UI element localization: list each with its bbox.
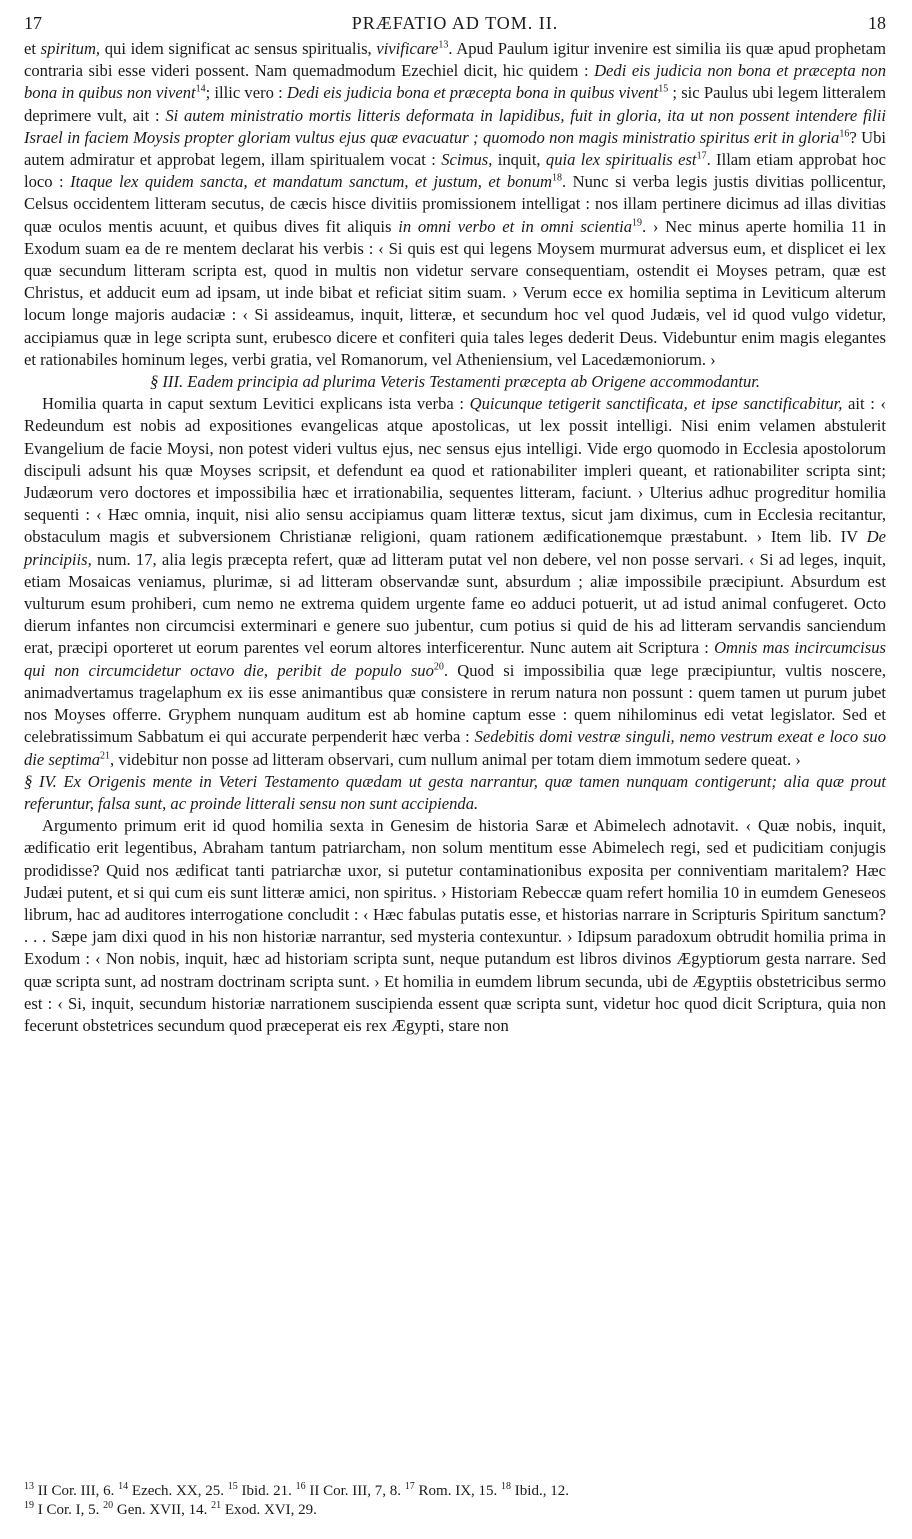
text-run: ait : ‹ Redeundum est nobis ad expositiones evangelicas atque apostolicas, ut lex possit intelligi. Nisi enim velamen abstulerit Evangelium de facie Moysi, non potest videri vultus ejus, nec sensus ejus intelligi. Vide ergo quomodo in Ecclesia apostolorum discipuli adsunt his quæ Moyses scripsit, et defendunt ea quod et rationabiliter impleri queant, et rationabiliter scripta sint; Judæorum vero doctores et impossibilia hæc et irrationabilia, sequentes litteram, faciunt. › Ulterius adhuc progreditur homilia sequenti : ‹ Hæc omnia, inquit, nisi alio sensu accipiamus quam litteræ textus, sicut jam diximus, cum in Ecclesia recitantur, obstaculum magis et subversionem Christianæ religioni, quam rationem ædificationemque præstabunt. › Item lib. IV <box>24 394 887 547</box>
italic-run: Itaque lex quidem sancta, et mandatum sanctum, et justum, et bonum <box>70 172 553 192</box>
text-run: § III. <box>149 372 188 392</box>
text-run: et <box>24 39 41 58</box>
footnote-marker: 21 <box>211 1500 222 1511</box>
text-run: Ibid. 21. <box>237 1483 296 1499</box>
italic-run: vivificare <box>376 39 439 58</box>
italic-run: Dedi eis judicia bona et præcepta bona in quibus vivent <box>286 83 659 103</box>
section-heading-3 <box>24 371 886 393</box>
footnote-marker: 16 <box>295 1481 306 1492</box>
footnote-marker: 19 <box>24 1500 34 1511</box>
italic-run: Ex Origenis mente in Veteri Testamento quædam ut gesta narrantur, quæ tamen nunquam contigerunt; alia quæ prout referuntur, falsa sunt, ac proinde litterali sensu non sunt accipienda. <box>24 771 887 813</box>
page-number-right: 18 <box>868 13 886 33</box>
italic-run: De principiis, <box>24 527 886 569</box>
text-run: Rom. IX, 15. <box>414 1483 502 1499</box>
italic-run: spiritum, <box>40 39 101 58</box>
footnote-line <box>24 1501 886 1520</box>
section-heading-4 <box>24 771 886 815</box>
footnote-marker: 17 <box>696 150 707 162</box>
footnote-marker: 18 <box>501 1481 512 1492</box>
paragraph-argumento <box>24 815 886 1037</box>
italic-run: quia lex spiritualis est <box>545 150 697 170</box>
text-run: . Apud Paulum igitur invenire est similia iis quæ apud prophetam contraria sibi esse videri possent. Nam quemadmodum Ezechiel dicit, hic quidem : <box>24 39 886 81</box>
text-run: II Cor. III, 6. <box>34 1483 119 1499</box>
footnote-marker: 18 <box>552 172 563 184</box>
text-run: Gen. XVII, 14. <box>113 1502 212 1518</box>
footnote-marker: 13 <box>438 39 449 51</box>
footnote-marker: 19 <box>632 217 643 229</box>
text-run: ; sic Paulus ubi legem litteralem deprimere vult, ait : <box>24 83 886 125</box>
paragraph-continuation <box>24 38 886 371</box>
italic-run: Si autem ministratio mortis litteris deformata in lapidibus, fuit in gloria, ita ut non possent intendere filii Israel in faciem Moysis propter gloriam vultus ejus quæ evacuatur ; quomodo non magis ministratio spiritus erit in gloria <box>24 105 886 147</box>
paragraph-homilia-quarta <box>24 393 886 770</box>
text-run: Exod. XVI, 29. <box>221 1502 317 1518</box>
footnote-marker: 17 <box>404 1481 415 1492</box>
footnote-line <box>24 1482 886 1501</box>
text-run: Argumento primum erit id quod homilia sexta in Genesim de historia Saræ et Abimelech adnotavit. ‹ Quæ nobis, inquit, ædificatio erit legentibus, Abraham tantum patriarcham, non solum mentitum esse Abimelech regi, sed et pudicitiam conjugis prodidisse? Quid nos ædificat tanti patriarchæ uxor, si putetur contaminationibus exposita per conniventiam maritalem? Hæc Judæi putent, et si qui cum eis sunt litteræ amici, non spiritus. › Historiam Rebeccæ quam refert homilia 10 in eumdem Geneseos librum, hac ad auditores interrogatione concludit : ‹ Hæc fabulas putatis esse, et historias narrare in Scripturis Spiritum sanctum? . . . Sæpe jam dixi quod in his non historiæ narrantur, sed mysteria contexuntur. › Idipsum paradoxum obtrudit homilia prima in Exodum : ‹ Non nobis, inquit, hæc ad historiam scripta sunt, neque putandum est libros divinos Ægyptiorum gesta narrare. Sed quæ scripta sunt, ad nostram doctrinam scripta sunt. › Et homilia in eumdem librum secunda, ubi de Ægyptiis obstetricibus sermo est : ‹ Si, inquit, secundum historiæ narrationem suscipienda essent quæ scripta sunt, videtur hoc quod dicit Scriptura, quia non fecerunt obstetrices secundum quod præceperat eis rex Ægypti, stare non <box>24 816 886 1035</box>
italic-run: Scimus, <box>441 150 493 170</box>
footnote-marker: 20 <box>433 661 444 673</box>
text-run: Homilia quarta in caput sextum Levitici explicans ista verba : <box>42 394 470 414</box>
footnote-marker: 15 <box>227 1481 238 1492</box>
text-run: Ibid., 12. <box>511 1483 569 1499</box>
text-run: I Cor. I, 5. <box>34 1502 104 1518</box>
page-number-left: 17 <box>24 13 42 33</box>
text-run: . Illam etiam approbat hoc loco : <box>24 150 886 192</box>
italic-run: Eadem principia ad plurima Veteris Testamenti præcepta ab Origene accommodantur. <box>187 372 761 392</box>
italic-run: Sedebitis domi vestræ singuli, nemo vestrum exeat e loco suo die septima <box>24 727 886 769</box>
text-run: . › Nec minus aperte homilia 11 in Exodum suam ea de re mentem declarat his verbis : ‹ Si quis est qui legens Moysem murmurat adversus eum, et displicet ei lex quæ secundum litteram scripta est, quod in multis non videtur servare consequentiam, ostendit ei Moyses petram, quæ est Christus, et adducit eum ad ipsam, ut inde bibat et reficiat sitim suam. › Verum ecce ex homilia septima in Leviticum alterum locum longe majoris audaciæ : ‹ Si assideamus, inquit, litteræ, et secundum hoc vel quod Judæis, vel id quod vulgo videtur, accipiamus quæ in lege scripta sunt, erubesco dicere et confiteri quia tales leges dederit Deus. Videbuntur enim magis elegantes et rationabiles hominum leges, verbi gratia, vel Romanorum, vel Atheniensium, vel Lacedæmoniorum. › <box>24 216 887 369</box>
text-run: . Quod si impossibilia quæ lege præcipiuntur, vultis noscere, animadvertamus tragelaphum ex iis esse animantibus quæ consistere in rerum natura non possunt : quem tamen ut purum jubet nos Moyses offerre. Gryphem nunquam auditum est ab homine captum esse : quem nihilominus edi vetat legislator. Sed et celebratissimum Sabbatum ei qui accurate perpenderit hæc verba : <box>24 660 886 747</box>
running-title: PRÆFATIO AD TOM. II. <box>351 13 559 33</box>
running-header <box>24 8 886 38</box>
footnote-marker: 15 <box>658 83 669 95</box>
footnote-marker: 16 <box>839 128 850 140</box>
text-run: ? Ubi autem admiratur et approbat legem, illam spiritualem vocat : <box>24 127 886 170</box>
text-run: , videbitur non posse ad litteram observari, cum nullum animal per totam diem immotum sedere queat. › <box>110 749 801 769</box>
footnote-marker: 21 <box>100 749 111 761</box>
text-run: num. 17, alia legis præcepta refert, quæ ad litteram putat vel non debere, vel non posse servari. ‹ Si ad leges, inquit, etiam Mosaicas veniamus, plurimæ, si ad litteram observandæ sunt, absurdum ; aliæ impossibile præcipiunt. Absurdum est vulturum esum prohiberi, cum nemo ne extrema quidem urgente fame eo adduci potuerit, ut ad istud animal confugeret. Octo dierum infantes non circumcisi exterminari e genere suo jubentur, cum potius si quid de his ad litteram servandis sanciendum erat, præcipi oporteret ut eorum parentes vel eorum altores interficerentur. Nunc autem ait Scriptura : <box>24 549 886 658</box>
text-run: ; illic vero : <box>205 83 287 103</box>
footnote-marker: 14 <box>118 1481 129 1492</box>
text-run: inquit, <box>492 150 546 170</box>
italic-run: Dedi eis judicia non bona et præcepta non bona in quibus non vivent <box>24 61 887 103</box>
main-text <box>24 38 886 1037</box>
footnote-marker: 13 <box>24 1481 34 1492</box>
footnote-marker: 14 <box>195 83 206 95</box>
text-run: II Cor. III, 7, 8. <box>305 1483 405 1499</box>
text-run: qui idem significat ac sensus spiritualis, <box>100 39 377 58</box>
text-run: § IV. <box>24 771 64 791</box>
footnote-marker: 20 <box>103 1500 114 1511</box>
italic-run: in omni verbo et in omni scientia <box>398 216 633 236</box>
italic-run: Quicunque tetigerit sanctificata, et ipse sanctificabitur, <box>469 394 843 414</box>
footnotes <box>24 1482 886 1520</box>
text-run: . Nunc si verba legis justis divitias pollicentur, Celsus occidentem litteram secutus, de cæcis hisce divitiis promissionem intelligat : nos illam pertinere dicimus ad illas divitias quæ oculos mentis acuunt, et quibus dives fit aliquis <box>24 172 886 236</box>
italic-run: Omnis mas incircumcisus qui non circumcidetur octavo die, peribit de populo suo <box>24 638 886 680</box>
text-run: Ezech. XX, 25. <box>128 1483 228 1499</box>
